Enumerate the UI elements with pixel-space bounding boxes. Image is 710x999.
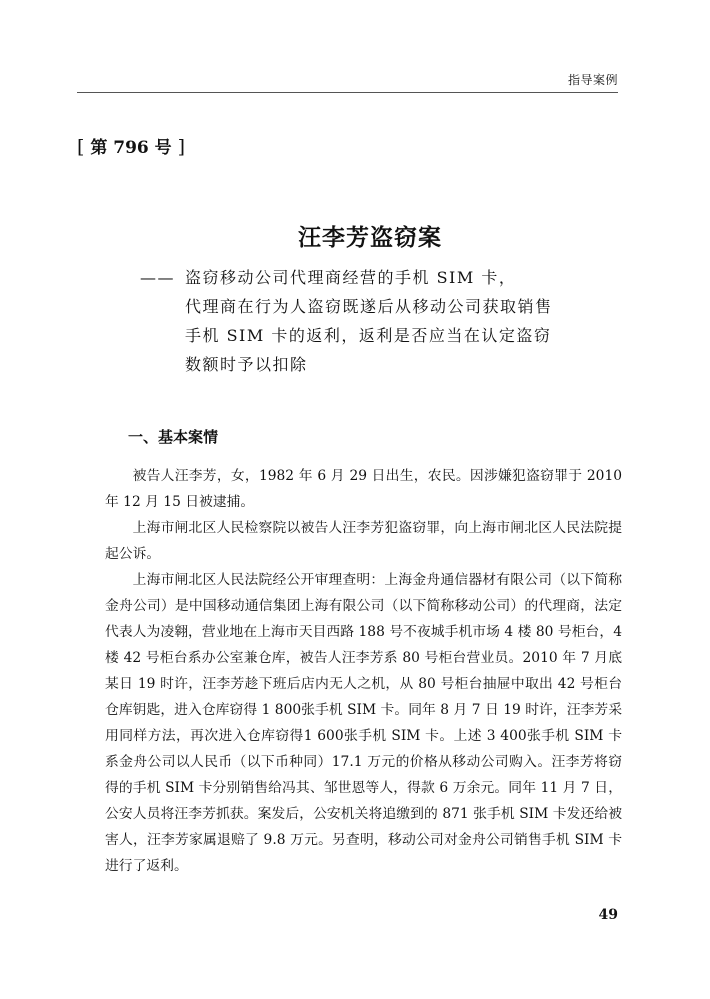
page-number: 49 bbox=[598, 907, 618, 923]
bracket-open: [ bbox=[77, 136, 85, 158]
body-text bbox=[105, 463, 622, 879]
paragraph: 被告人汪李芳，女，1982 年 6 月 29 日出生，农民。因涉嫌犯盗窃罪于 2010 年 12 月 15 日被逮捕。 bbox=[105, 468, 622, 510]
running-header: 指导案例 bbox=[567, 73, 618, 87]
document-title: 汪李芳盗窃案 bbox=[298, 224, 442, 251]
subtitle-dash: —— bbox=[140, 268, 175, 287]
subtitle bbox=[140, 263, 645, 379]
paragraph: 上海市闸北区人民法院经公开审理查明：上海金舟通信器材有限公司（以下简称金舟公司）是中国移动通信集团上海有限公司（以下简称移动公司）的代理商，法定代表人为凌翱，营业地在上海市天目西路 188 号不夜城手机市场 4 楼 80 号柜台，4 楼 42 号柜台系办公室兼仓库，被告人汪李芳系 80 号柜台营业员。2010 年 7 月底某日 19 时许，汪李芳趁下班后店内无人之机，从 80 号柜台抽屉中取出 42 号柜台仓库钥匙，进入仓库窃得 1 800张手机 SIM 卡。同年 8 月 7 日 19 时许，汪李芳采用同样方法，再次进入仓库窃得1 600张手机 SIM 卡。上述 3 400张手机 SIM 卡系金舟公司以人民币（以下币种同）17.1 万元的价格从移动公司购入。汪李芳将窃得的手机 SIM 卡分别销售给冯其、邹世恩等人，得款 6 万余元。同年 11 月 7 日，公安人员将汪李芳抓获。案发后，公安机关将追缴到的 871 张手机 SIM 卡发还给被害人，汪李芳家属退赔了 9.8 万元。另查明，移动公司对金舟公司销售手机 SIM 卡进行了返利。 bbox=[105, 572, 622, 874]
paragraph: 上海市闸北区人民检察院以被告人汪李芳犯盗窃罪，向上海市闸北区人民法院提起公诉。 bbox=[105, 520, 622, 562]
header-rule bbox=[77, 92, 618, 93]
subtitle-line: 数额时予以扣除 bbox=[185, 355, 308, 374]
bracket-close: ] bbox=[177, 136, 186, 158]
subtitle-line: 代理商在行为人盗窃既遂后从移动公司获取销售 bbox=[185, 297, 553, 316]
section-heading: 一、基本案情 bbox=[128, 428, 219, 446]
subtitle-line: 手机 SIM 卡的返利，返利是否应当在认定盗窃 bbox=[185, 326, 552, 345]
subtitle-line: 盗窃移动公司代理商经营的手机 SIM 卡， bbox=[185, 268, 517, 287]
case-number-text: 第 796 号 bbox=[90, 138, 172, 158]
case-number bbox=[77, 133, 185, 158]
